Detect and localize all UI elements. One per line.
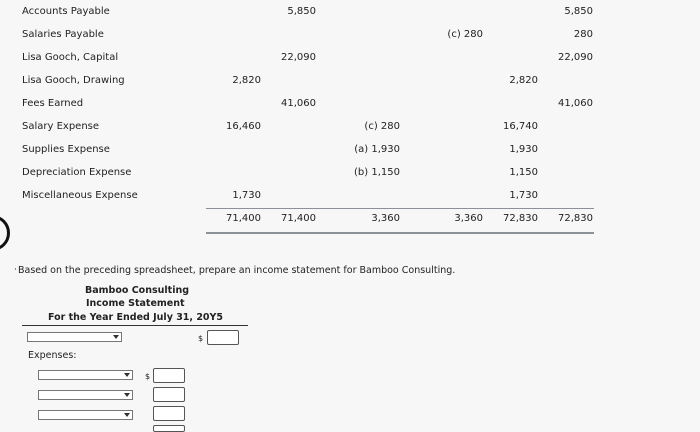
row-label-capital: Lisa Gooch, Capital bbox=[22, 52, 119, 63]
total-top-rule bbox=[206, 208, 594, 209]
cell-tb-cr: 5,850 bbox=[287, 6, 316, 17]
expense-account-select-3[interactable] bbox=[38, 410, 133, 420]
total-double-rule bbox=[206, 232, 594, 234]
expense-account-select-2[interactable] bbox=[38, 390, 133, 400]
row-label-accounts-payable: Accounts Payable bbox=[22, 6, 110, 17]
row-label-miscellaneous-expense: Miscellaneous Expense bbox=[22, 190, 138, 201]
total-cr-right: 72,830 bbox=[558, 213, 593, 224]
expense-amount-input-2[interactable] bbox=[153, 387, 185, 402]
dollar-sign: $ bbox=[145, 372, 151, 381]
cell-tb-dr: 1,730 bbox=[232, 190, 261, 201]
instruction-text: Based on the preceding spreadsheet, prepare an income statement for Bamboo Consulting. bbox=[18, 265, 456, 276]
cell-atb-dr: 1,150 bbox=[509, 167, 538, 178]
revenue-amount-input[interactable] bbox=[207, 330, 239, 345]
cell-adj-cr: (c) 280 bbox=[447, 29, 483, 40]
row-label-depreciation-expense: Depreciation Expense bbox=[22, 167, 132, 178]
statement-period: For the Year Ended July 31, 20Y5 bbox=[48, 312, 224, 323]
expense-amount-input-1[interactable] bbox=[153, 368, 185, 383]
total-atb-dr: 72,830 bbox=[503, 213, 538, 224]
dollar-sign: $ bbox=[198, 334, 204, 343]
revenue-account-select[interactable] bbox=[27, 332, 122, 342]
circle-marker bbox=[0, 215, 10, 251]
row-label-supplies-expense: Supplies Expense bbox=[22, 144, 110, 155]
cell-adj-dr: (b) 1,150 bbox=[354, 167, 400, 178]
row-label-salaries-payable: Salaries Payable bbox=[22, 29, 104, 40]
row-label-drawing: Lisa Gooch, Drawing bbox=[22, 75, 125, 86]
total-tb-dr: 71,400 bbox=[226, 213, 261, 224]
cell-atb-dr: 1,730 bbox=[509, 190, 538, 201]
cell-tb-cr: 22,090 bbox=[281, 52, 316, 63]
cell-atb-dr: 1,930 bbox=[509, 144, 538, 155]
instruction-mark: · bbox=[14, 265, 17, 275]
row-label-salary-expense: Salary Expense bbox=[22, 121, 100, 132]
heading-rule bbox=[22, 325, 248, 326]
statement-title: Income Statement bbox=[86, 298, 185, 309]
cell-tb-cr: 41,060 bbox=[281, 98, 316, 109]
cell-cr-right: 22,090 bbox=[558, 52, 593, 63]
cell-atb-dr: 2,820 bbox=[509, 75, 538, 86]
total-tb-cr: 71,400 bbox=[281, 213, 316, 224]
cell-tb-dr: 2,820 bbox=[232, 75, 261, 86]
total-adj-cr: 3,360 bbox=[454, 213, 483, 224]
row-label-fees-earned: Fees Earned bbox=[22, 98, 84, 109]
cell-atb-dr: 16,740 bbox=[503, 121, 538, 132]
chevron-down-icon bbox=[124, 413, 130, 417]
total-adj-dr: 3,360 bbox=[371, 213, 400, 224]
expense-amount-input-4[interactable] bbox=[153, 425, 185, 432]
chevron-down-icon bbox=[124, 393, 130, 397]
cell-cr-right: 5,850 bbox=[564, 6, 593, 17]
cell-adj-dr: (c) 280 bbox=[364, 121, 400, 132]
chevron-down-icon bbox=[113, 335, 119, 339]
cell-cr-right: 280 bbox=[573, 29, 593, 40]
company-name: Bamboo Consulting bbox=[85, 285, 190, 296]
expense-account-select-1[interactable] bbox=[38, 370, 133, 380]
expenses-label: Expenses: bbox=[28, 350, 77, 361]
cell-tb-dr: 16,460 bbox=[226, 121, 261, 132]
chevron-down-icon bbox=[124, 373, 130, 377]
cell-cr-right: 41,060 bbox=[558, 98, 593, 109]
cell-adj-dr: (a) 1,930 bbox=[354, 144, 400, 155]
expense-amount-input-3[interactable] bbox=[153, 406, 185, 421]
